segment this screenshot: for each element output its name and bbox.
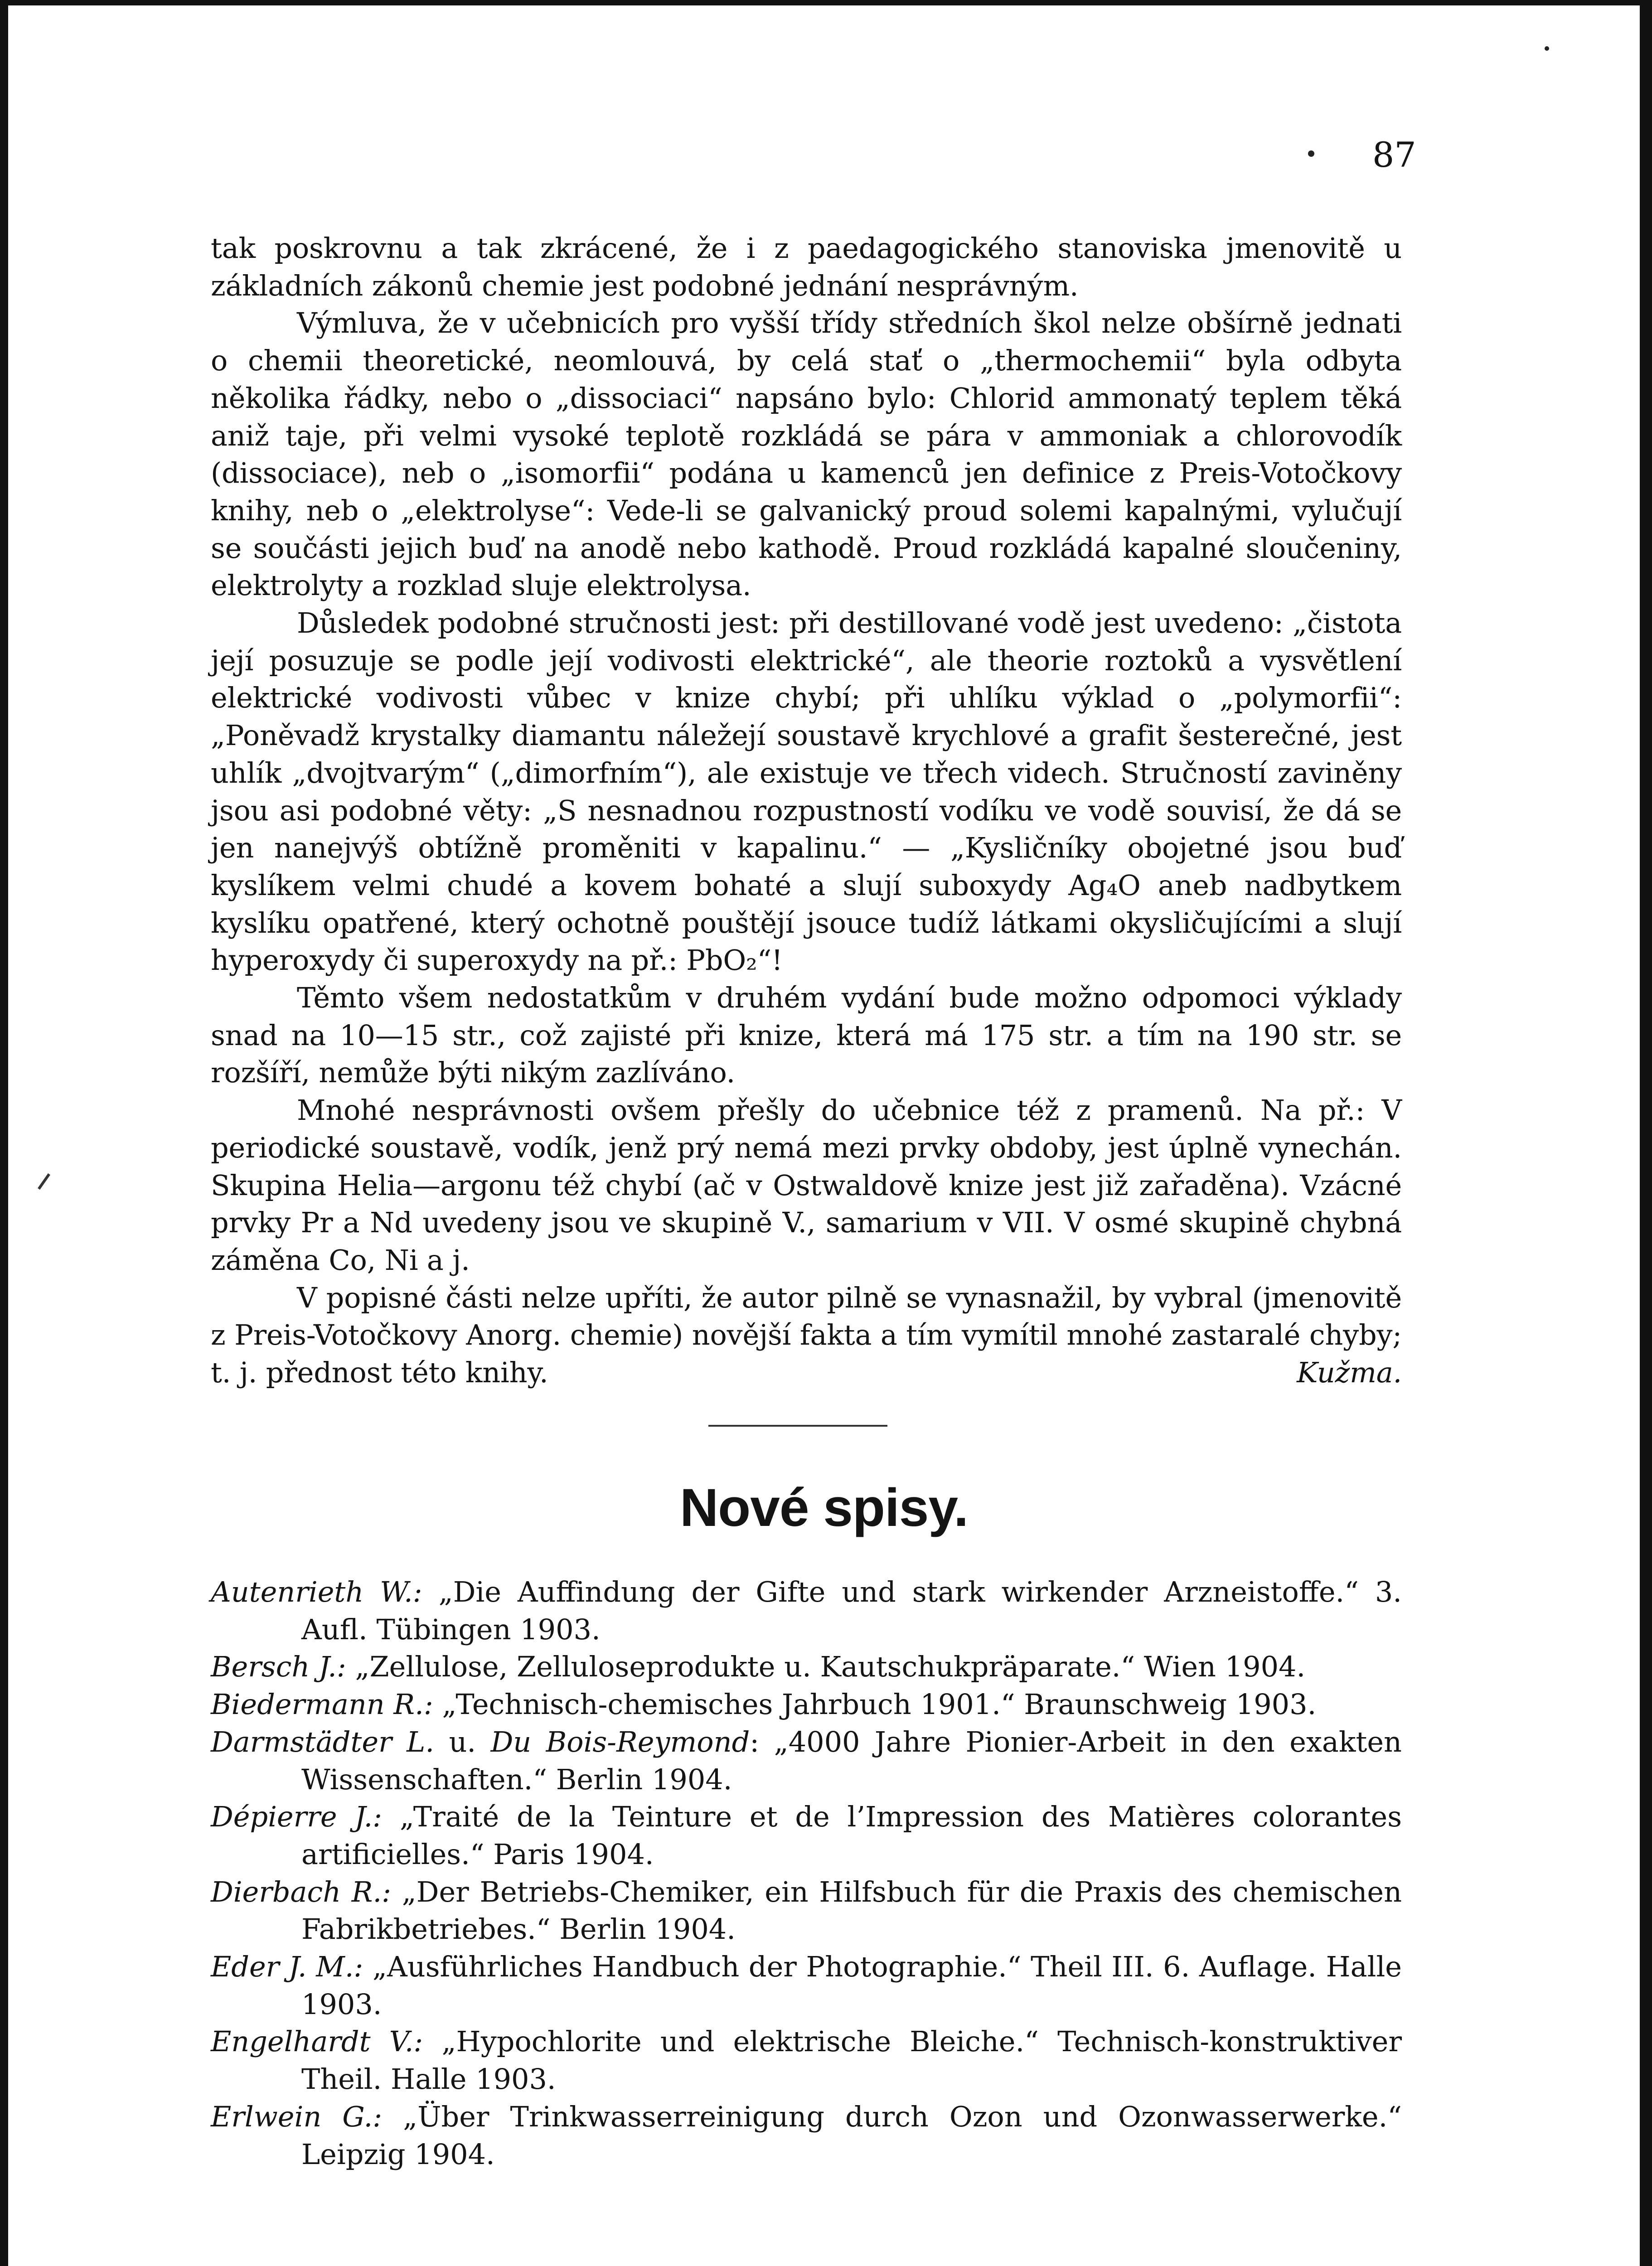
reference-item — [211, 1686, 1402, 1724]
review-text — [211, 230, 1402, 1392]
paragraph: Výmluva, že v učebnicích pro vyšší třídy středních škol nelze obšírně jednati o chemii theoretické, neomlouvá, by celá stať o „thermochemii“ byla odbyta několika řádky, nebo o „dissociaci“ napsáno bylo: Chlorid ammonatý teplem těká aniž taje, při velmi vysoké teplotě rozkládá se pára v ammoniak a chlorovodík (dissociace), neb o „isomorfii“ podána u kamenců jen definice z Preis-Votočkovy knihy, neb o „elektrolyse“: Vede-li se galvanický proud solemi kapalnými, vylučují se součásti jejich buď na anodě nebo kathodě. Proud rozkládá kapalné sloučeniny, elektrolyty a rozklad sluje elektrolysa. — [211, 306, 1402, 602]
document-page — [8, 5, 1640, 2266]
reference-text: „Über Trinkwasserreinigung durch Ozon und Ozonwasserwerke.“ Leipzig 1904. — [301, 2100, 1402, 2171]
margin-mark — [38, 1173, 50, 1190]
reference-author: Erlwein G.: — [211, 2100, 383, 2133]
reference-item — [211, 2098, 1402, 2173]
reference-author: Bersch J.: — [211, 1650, 346, 1684]
reference-author: Biedermann R.: — [211, 1688, 433, 1721]
paragraph-text: V popisné části nelze upříti, že autor pilně se vynasnažil, by vybral (jmenovitě z Preis-Votočkovy Anorg. chemie) novější fakta a tím vymítil mnohé zastaralé chyby; t. j. přednost této knihy. — [211, 1281, 1402, 1390]
reference-author: Dierbach R.: — [211, 1875, 392, 1908]
reference-author: Engelhardt V.: — [211, 2025, 423, 2058]
paragraph: Mnohé nesprávnosti ovšem přešly do učebnice též z pramenů. Na př.: V periodické soustavě, vodík, jenž prý nemá mezi prvky obdoby, jest úplně vynechán. Skupina Helia—argonu též chybí (ač v Ostwaldově knize jest již zařaděna). Vzácné prvky Pr a Nd uvedeny jsou ve skupině V., samarium v VII. V osmé skupině chybná záměna Co, Ni a j. — [211, 1094, 1402, 1277]
paragraph: tak poskrovnu a tak zkrácené, že i z paedagogického stanoviska jmenovitě u základních zákonů chemie jest podobné jednání nesprávným. — [211, 232, 1402, 302]
reference-author: Dépierre J.: — [211, 1800, 383, 1834]
reference-conjunction: u. — [434, 1725, 491, 1758]
reference-item — [211, 1874, 1402, 1948]
reference-author: Darmstädter L. — [211, 1725, 435, 1758]
reference-text: „Technisch-chemisches Jahrbuch 1901.“ Braunschweig 1903. — [433, 1688, 1317, 1721]
reference-author: Du Bois-Reymond — [490, 1725, 750, 1758]
reference-item — [211, 1798, 1402, 1873]
paragraph-last — [211, 1279, 1402, 1392]
reference-list — [211, 1574, 1402, 2173]
reference-text: : „4000 Jahre Pionier-Arbeit in den exakten Wissenschaften.“ Berlin 1904. — [301, 1725, 1402, 1796]
reference-text: „Zellulose, Zelluloseprodukte u. Kautschukpräparate.“ Wien 1904. — [346, 1650, 1306, 1684]
reference-text: „Ausführliches Handbuch der Photographie.“ Theil III. 6. Auflage. Halle 1903. — [301, 1950, 1402, 2021]
reference-text: „Traité de la Teinture et de l’Impression des Matières colorantes artificielles.“ Paris 1904. — [301, 1800, 1402, 1871]
section-title: Nové spisy. — [679, 1478, 969, 1538]
reference-text: „Die Auffindung der Gifte und stark wirkender Arzneistoffe.“ 3. Aufl. Tübingen 1903. — [301, 1575, 1402, 1646]
reference-item — [211, 1574, 1402, 1648]
paragraph: Těmto všem nedostatkům v druhém vydání bude možno odpomoci výklady snad na 10—15 str., což zajisté při knize, která má 175 str. a tím na 190 str. se rozšíří, nemůže býti nikým zazlíváno. — [211, 981, 1402, 1089]
signature: Kužma. — [1297, 1356, 1402, 1390]
page-number: 87 — [1372, 135, 1416, 175]
margin-dot — [1545, 46, 1549, 51]
reference-author: Eder J. M.: — [211, 1950, 363, 1984]
reference-text: „Der Betriebs-Chemiker, ein Hilfsbuch für die Praxis des chemischen Fabrikbetriebes.“ Berlin 1904. — [301, 1875, 1402, 1946]
reference-author: Autenrieth W.: — [211, 1575, 422, 1608]
paragraph: Důsledek podobné stručnosti jest: při destillované vodě jest uvedeno: „čistota její posuzuje se podle její vodivosti elektrické“, ale theorie roztoků a vysvětlení elektrické vodivosti vůbec v knize chybí; při uhlíku výklad o „polymorfii“: „Poněvadž krystalky diamantu náležejí soustavě krychlové a grafit šesterečné, jest uhlík „dvojtvarým“ („dimorfním“), ale existuje ve třech videch. Stručností zaviněny jsou asi podobné věty: „S nesnadnou rozpustností vodíku ve vodě souvisí, že dá se jen nanejvýš obtížně proměniti v kapalinu.“ — „Kysličníky obojetné jsou buď kyslíkem velmi chudé a kovem bohaté a slují suboxydy Ag₄O aneb nadbytkem kyslíku opatřené, který ochotně pouštějí jsouce tudíž látkami okysličujícími a slují hyperoxydy či superoxydy na př.: PbO₂“! — [211, 606, 1402, 977]
reference-item — [211, 1724, 1402, 1798]
reference-item — [211, 2023, 1402, 2098]
reference-text: „Hypochlorite und elektrische Bleiche.“ Technisch-konstruktiver Theil. Halle 1903. — [301, 2025, 1402, 2096]
margin-dot — [1308, 150, 1314, 157]
reference-item — [211, 1648, 1402, 1686]
section-divider — [708, 1425, 887, 1427]
reference-item — [211, 1948, 1402, 2023]
